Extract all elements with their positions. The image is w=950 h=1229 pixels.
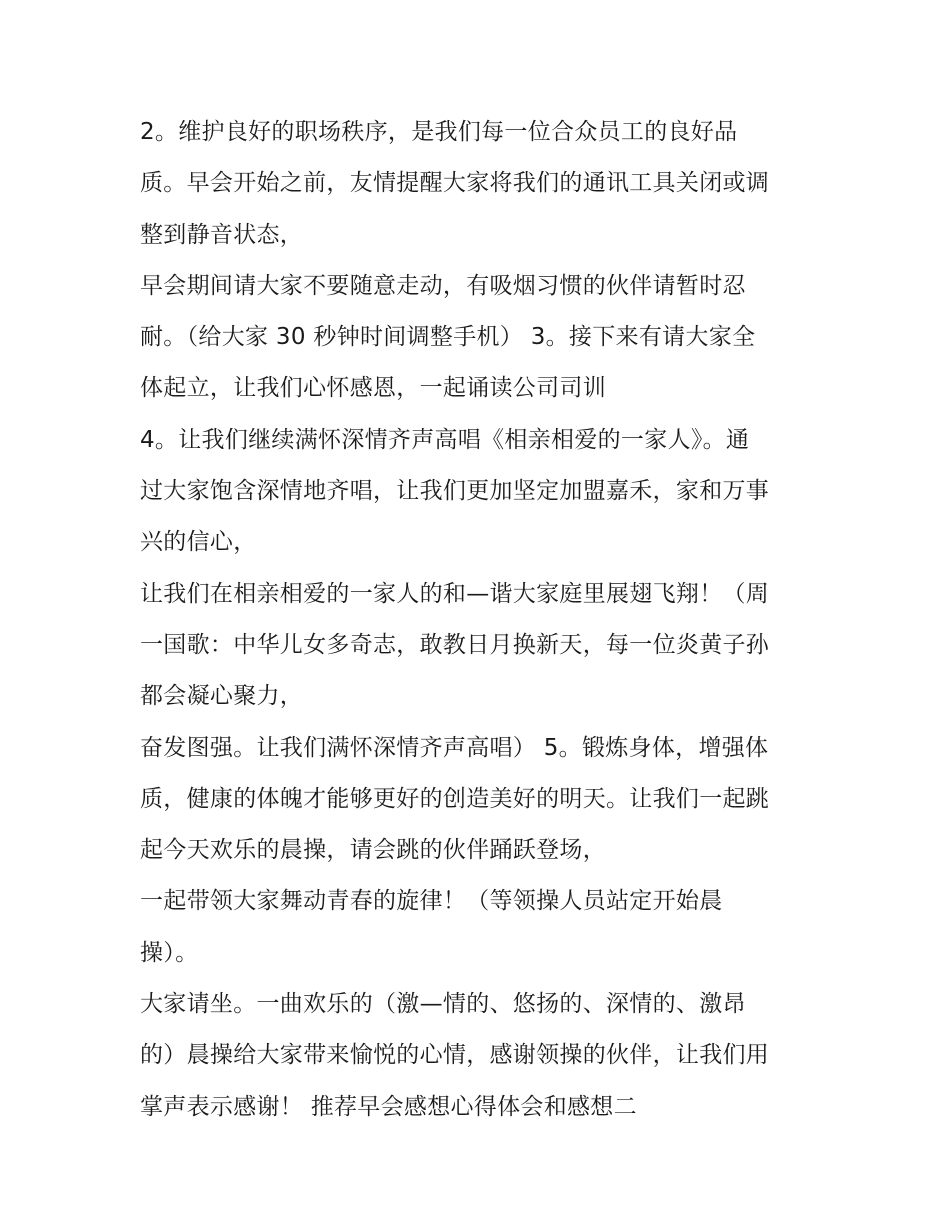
document-body: [140, 107, 820, 1133]
text-line: 耐。（给大家 30 秒钟时间调整手机） 3。接下来有请大家全: [140, 324, 756, 351]
text-line: 一国歌：中华儿女多奇志，敢教日月换新天，每一位炎黄子孙: [140, 631, 770, 658]
text-line: 质，健康的体魄才能够更好的创造美好的明天。让我们一起跳: [140, 785, 770, 812]
text-line: 过大家饱含深情地齐唱，让我们更加坚定加盟嘉禾，家和万事: [140, 478, 770, 505]
text-line: 质。早会开始之前，友情提醒大家将我们的通讯工具关闭或调: [140, 170, 770, 197]
text-line: 一起带领大家舞动青春的旋律！（等领操人员站定开始晨: [140, 888, 723, 915]
text-line: 2。维护良好的职场秩序，是我们每一位合众员工的良好品: [140, 119, 738, 145]
text-line: 整到静音状态，: [140, 221, 304, 248]
text-line: 都会凝心聚力，: [140, 683, 304, 710]
text-line: 让我们在相亲相爱的一家人的和—谐大家庭里展翅飞翔！（周: [140, 580, 770, 607]
text-line: 操）。: [140, 939, 199, 966]
text-line: 体起立，让我们心怀感恩，一起诵读公司司训: [140, 375, 606, 402]
text-line: 早会期间请大家不要随意走动，有吸烟习惯的伙伴请暂时忍: [140, 272, 746, 299]
text-line: 大家请坐。一曲欢乐的（激—情的、悠扬的、深情的、激昂: [140, 991, 746, 1018]
text-line: 奋发图强。让我们满怀深情齐声高唱） 5。锻炼身体，增强体: [140, 734, 769, 761]
text-line: 4。让我们继续满怀深情齐声高唱《相亲相爱的一家人》。通: [140, 426, 750, 453]
text-line: 的）晨操给大家带来愉悦的心情，感谢领操的伙伴，让我们用: [140, 1042, 770, 1069]
text-line: 兴的信心，: [140, 529, 257, 556]
text-line: 掌声表示感谢！ 推荐早会感想心得体会和感想二: [140, 1093, 637, 1120]
text-line: 起今天欢乐的晨操，请会跳的伙伴踊跃登场，: [140, 837, 606, 864]
